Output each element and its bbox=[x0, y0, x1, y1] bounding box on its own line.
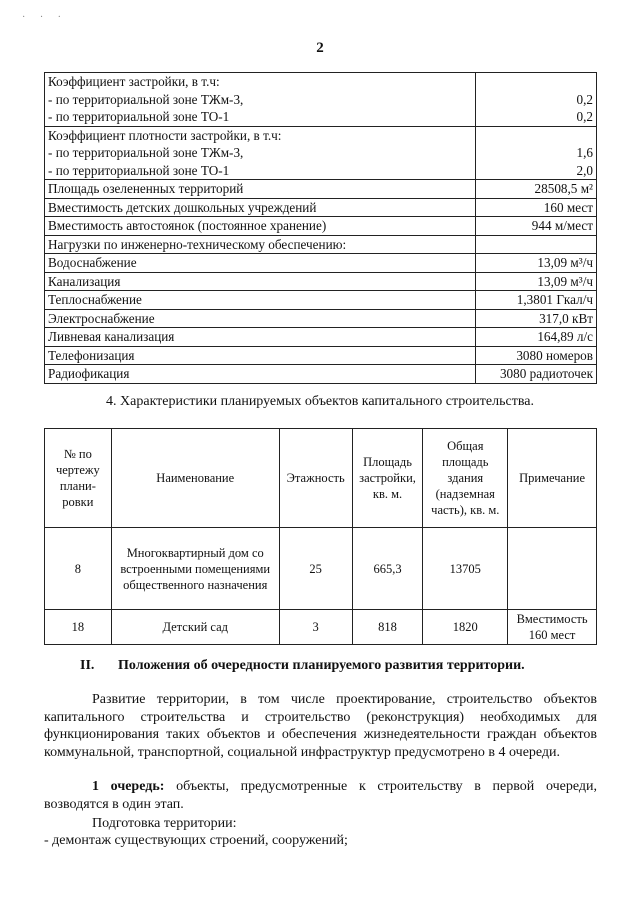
object-total-area: 13705 bbox=[423, 528, 508, 610]
parameter-row bbox=[45, 346, 597, 365]
parameter-value bbox=[476, 73, 597, 91]
phase-1-label: 1 очередь: bbox=[92, 779, 165, 794]
parameter-row bbox=[45, 108, 597, 126]
parameter-label: Радиофикация bbox=[45, 365, 476, 384]
parameter-row bbox=[45, 144, 597, 162]
parameter-label: Ливневая канализация bbox=[45, 328, 476, 347]
object-built-area: 665,3 bbox=[352, 528, 423, 610]
parameter-row bbox=[45, 309, 597, 328]
parameter-row bbox=[45, 217, 597, 236]
parameter-value: 13,09 м³/ч bbox=[476, 254, 597, 273]
parameter-label: Коэффициент застройки, в т.ч: bbox=[45, 73, 476, 91]
object-built-area: 818 bbox=[352, 610, 423, 645]
preparation-title: Подготовка территории: bbox=[92, 816, 237, 831]
parameter-label: Теплоснабжение bbox=[45, 291, 476, 310]
object-number: 18 bbox=[45, 610, 112, 645]
object-floors: 25 bbox=[279, 528, 352, 610]
parameter-row bbox=[45, 254, 597, 273]
paragraph-phase-1 bbox=[44, 778, 597, 813]
scan-artifact: · · · bbox=[22, 12, 67, 23]
parameter-label: Телефонизация bbox=[45, 346, 476, 365]
objects-table bbox=[44, 428, 597, 645]
object-note bbox=[508, 528, 597, 610]
section-4-title: 4. Характеристики планируемых объектов капитального строительства. bbox=[106, 394, 534, 409]
parameter-value: 13,09 м³/ч bbox=[476, 272, 597, 291]
object-row bbox=[45, 610, 597, 645]
section-2-heading bbox=[80, 658, 610, 674]
parameter-row bbox=[45, 180, 597, 199]
parameter-value: 944 м/мест bbox=[476, 217, 597, 236]
parameter-label: Электроснабжение bbox=[45, 309, 476, 328]
object-name: Многоквартирный дом со встроенными помещениями общественного назначения bbox=[111, 528, 279, 610]
header-note: Примечание bbox=[508, 429, 597, 528]
paragraph-development: Развитие территории, в том числе проектирование, строительство объектов капитального строительства и строительство (реконструкция) необходимых для функционирования таких объектов и обеспечения жизнедеятельности граждан объектов коммунальной, транспортной, социальной инфраструктур предусмотрено в 4 очереди. bbox=[44, 692, 597, 760]
parameter-label: Водоснабжение bbox=[45, 254, 476, 273]
object-row bbox=[45, 528, 597, 610]
object-number: 8 bbox=[45, 528, 112, 610]
parameter-label: Нагрузки по инженерно-техническому обеспечению: bbox=[45, 235, 476, 254]
parameter-value: 3080 радиоточек bbox=[476, 365, 597, 384]
parameter-value: 28508,5 м² bbox=[476, 180, 597, 199]
parameter-label: Канализация bbox=[45, 272, 476, 291]
parameter-row bbox=[45, 73, 597, 91]
parameter-label: Коэффициент плотности застройки, в т.ч: bbox=[45, 126, 476, 144]
parameter-row bbox=[45, 91, 597, 109]
section-2-title: Положения об очередности планируемого развития территории. bbox=[118, 658, 525, 673]
parameter-value bbox=[476, 126, 597, 144]
header-floors: Этажность bbox=[279, 429, 352, 528]
parameter-value: 0,2 bbox=[476, 108, 597, 126]
parameter-label: - по территориальной зоне ТО-1 bbox=[45, 162, 476, 180]
parameter-row bbox=[45, 328, 597, 347]
parameter-row bbox=[45, 162, 597, 180]
parameter-label: Площадь озелененных территорий bbox=[45, 180, 476, 199]
parameter-label: Вместимость детских дошкольных учреждений bbox=[45, 198, 476, 217]
parameter-value: 3080 номеров bbox=[476, 346, 597, 365]
parameter-value: 164,89 л/с bbox=[476, 328, 597, 347]
section-2-number: II. bbox=[80, 658, 95, 673]
object-floors: 3 bbox=[279, 610, 352, 645]
header-name: Наименование bbox=[111, 429, 279, 528]
header-drawing-number: № по чертежу плани-ровки bbox=[45, 429, 112, 528]
parameter-value: 0,2 bbox=[476, 91, 597, 109]
parameter-value: 1,3801 Гкал/ч bbox=[476, 291, 597, 310]
parameter-value: 1,6 bbox=[476, 144, 597, 162]
header-total-area: Общая площадь здания (надземная часть), кв. м. bbox=[423, 429, 508, 528]
parameter-label: - по территориальной зоне ТЖм-3, bbox=[45, 144, 476, 162]
object-name: Детский сад bbox=[111, 610, 279, 645]
parameter-label: - по территориальной зоне ТЖм-3, bbox=[45, 91, 476, 109]
parameter-value: 2,0 bbox=[476, 162, 597, 180]
header-built-area: Площадь застройки, кв. м. bbox=[352, 429, 423, 528]
parameter-row bbox=[45, 235, 597, 254]
parameter-row bbox=[45, 272, 597, 291]
parameter-row bbox=[45, 291, 597, 310]
preparation-item: - демонтаж существующих строений, сооружений; bbox=[44, 833, 348, 848]
parameter-row bbox=[45, 126, 597, 144]
parameter-label: Вместимость автостоянок (постоянное хранение) bbox=[45, 217, 476, 236]
parameter-row bbox=[45, 198, 597, 217]
parameter-label: - по территориальной зоне ТО-1 bbox=[45, 108, 476, 126]
parameter-value bbox=[476, 235, 597, 254]
phase-1-text: объекты, предусмотренные к строительству в первой очереди, возводятся в один этап. bbox=[44, 779, 597, 812]
parameters-table bbox=[44, 72, 597, 384]
page-number: 2 bbox=[316, 40, 324, 56]
objects-header-row bbox=[45, 429, 597, 528]
parameter-row bbox=[45, 365, 597, 384]
object-note: Вместимость 160 мест bbox=[508, 610, 597, 645]
object-total-area: 1820 bbox=[423, 610, 508, 645]
parameter-value: 317,0 кВт bbox=[476, 309, 597, 328]
parameter-value: 160 мест bbox=[476, 198, 597, 217]
